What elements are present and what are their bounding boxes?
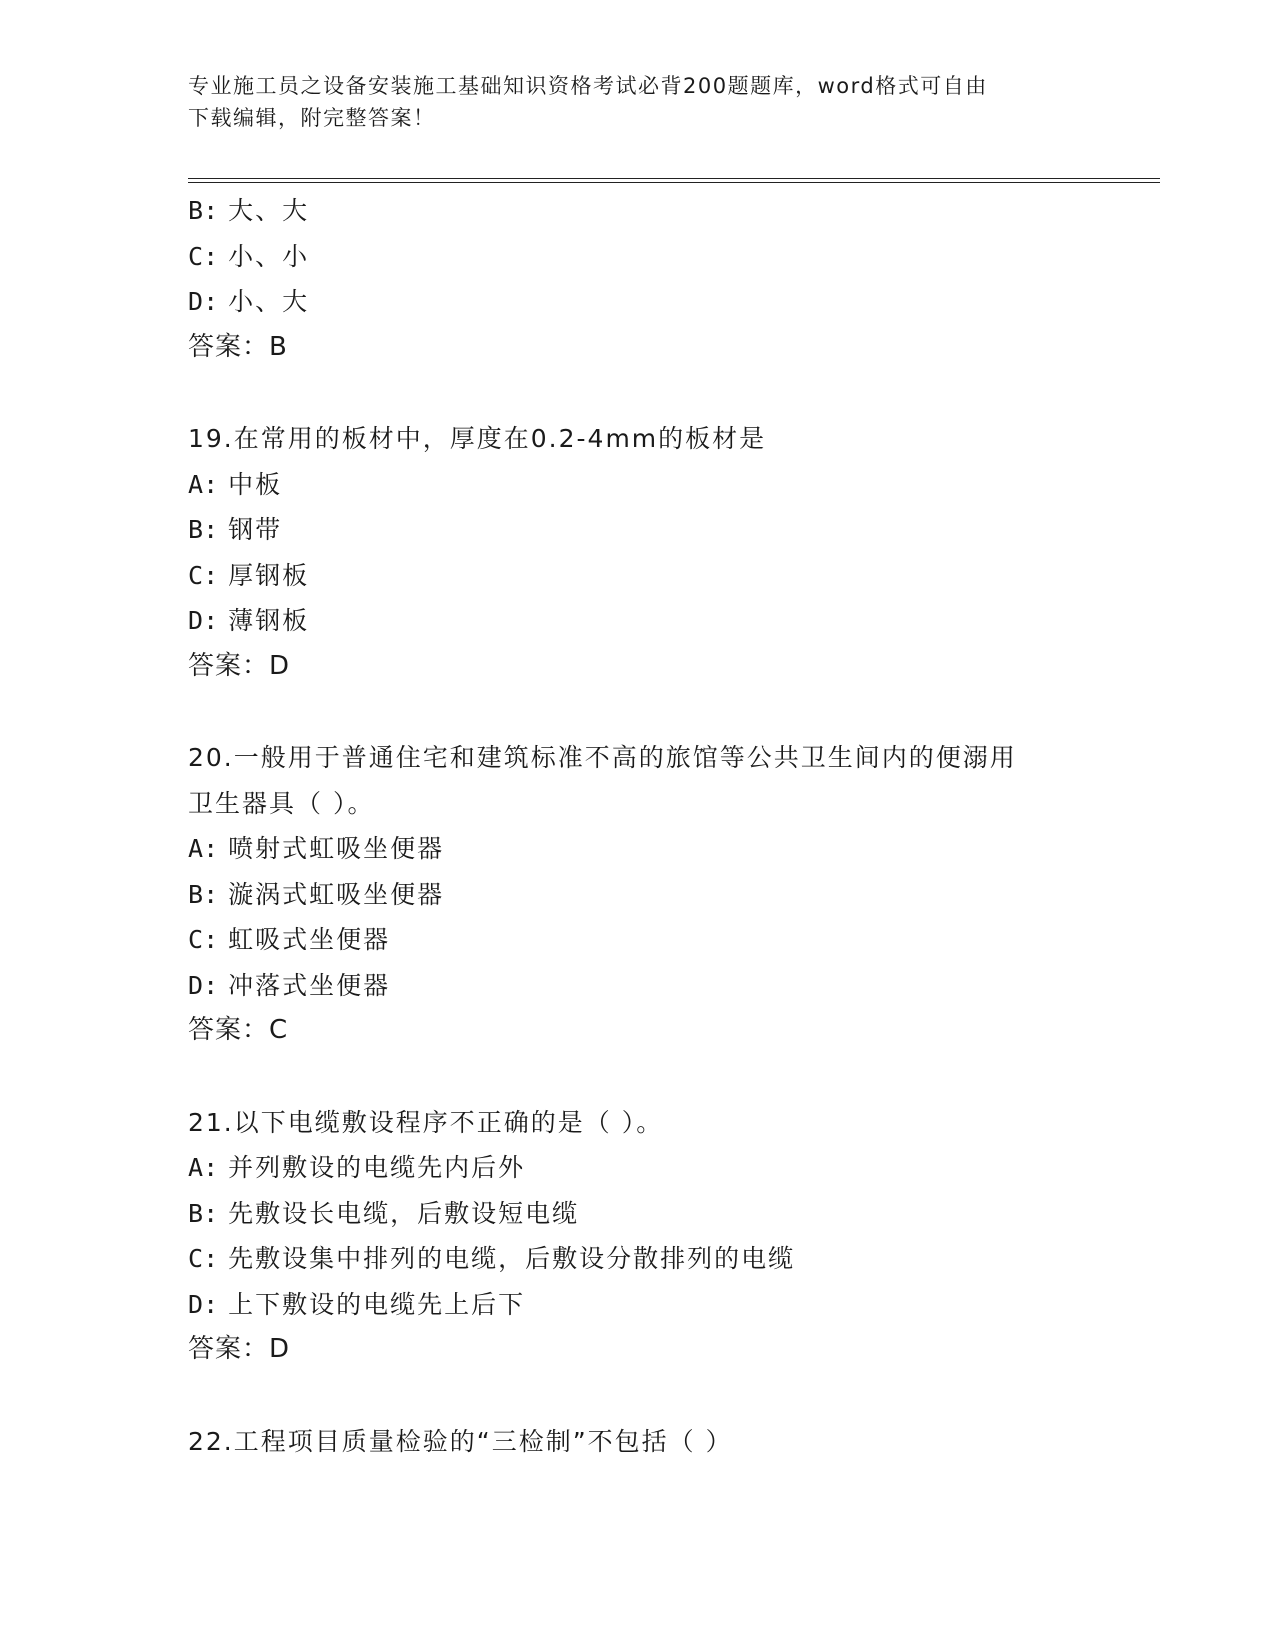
option-b	[188, 507, 1088, 553]
option-a	[188, 462, 1088, 508]
option-c	[188, 1236, 1088, 1282]
option-text: 薄钢板	[228, 606, 310, 635]
option-text: 小、大	[228, 287, 310, 316]
option-text: 虹吸式坐便器	[228, 925, 391, 954]
option-d	[188, 963, 1088, 1009]
answer-label: 答案：	[188, 650, 270, 681]
question-text: 以下电缆敷设程序不正确的是（ ）。	[233, 1107, 664, 1137]
answer-value: D	[269, 650, 291, 681]
option-text: 钢带	[228, 515, 283, 544]
option-key: B	[188, 1198, 204, 1228]
question-text: 在常用的板材中，厚度在0.2-4mm的板材是	[233, 424, 767, 453]
header-line-1: 专业施工员之设备安装施工基础知识资格考试必背200题题库，word格式可自由	[188, 74, 988, 98]
answer-line	[188, 1008, 1088, 1054]
option-b	[188, 1191, 1088, 1237]
question-list	[188, 188, 1088, 1464]
question-21	[188, 1100, 1088, 1373]
option-key: A	[188, 834, 204, 863]
question-number: 20.	[188, 743, 234, 772]
option-separator: :	[203, 241, 219, 271]
question-stem-continued	[188, 781, 1088, 827]
document-header	[188, 70, 1068, 134]
option-text: 厚钢板	[228, 560, 310, 590]
option-key: C	[188, 241, 204, 271]
question-stem	[188, 735, 1088, 781]
question-text: 一般用于普通住宅和建筑标准不高的旅馆等公共卫生间内的便溺用	[233, 743, 1017, 772]
question-stem	[188, 1419, 1088, 1465]
option-key: C	[188, 560, 204, 590]
question-stem	[188, 1100, 1088, 1146]
question-stem	[188, 416, 1088, 462]
option-key: B	[188, 196, 204, 225]
option-separator: :	[203, 1244, 219, 1273]
question-22	[188, 1419, 1088, 1465]
option-separator: :	[203, 287, 219, 316]
option-separator: :	[203, 515, 219, 544]
answer-label: 答案：	[188, 331, 270, 362]
option-separator: :	[203, 1289, 219, 1319]
question-number: 21.	[188, 1107, 234, 1137]
answer-line	[188, 325, 1088, 371]
spacer	[188, 370, 1088, 416]
option-d	[188, 279, 1088, 325]
option-text: 冲落式坐便器	[228, 970, 391, 1000]
option-key: B	[188, 515, 204, 544]
question-number: 19.	[188, 424, 234, 453]
spacer	[188, 1054, 1088, 1100]
header-divider-top	[188, 178, 1160, 179]
answer-value: D	[269, 1334, 291, 1364]
option-text: 中板	[228, 469, 283, 499]
option-separator: :	[203, 925, 219, 954]
option-key: C	[188, 1244, 204, 1273]
prev-question-options	[188, 188, 1088, 370]
question-19	[188, 416, 1088, 689]
option-text: 大、大	[228, 196, 310, 225]
option-key: D	[188, 287, 204, 316]
option-text: 上下敷设的电缆先上后下	[228, 1289, 526, 1319]
spacer	[188, 1373, 1088, 1419]
answer-label: 答案：	[188, 1334, 270, 1364]
option-separator: :	[203, 879, 219, 909]
option-c	[188, 553, 1088, 599]
option-text: 先敷设长电缆，后敷设短电缆	[228, 1198, 580, 1228]
option-b	[188, 188, 1088, 234]
question-text: 工程项目质量检验的“三检制”不包括（ ）	[233, 1426, 733, 1456]
question-number: 22.	[188, 1426, 234, 1456]
option-separator: :	[203, 1198, 219, 1228]
option-key: D	[188, 1289, 204, 1319]
option-key: D	[188, 970, 204, 1000]
option-d	[188, 598, 1088, 644]
question-20	[188, 735, 1088, 1054]
option-d	[188, 1282, 1088, 1328]
option-key: B	[188, 879, 204, 909]
header-divider-bottom	[188, 182, 1160, 183]
option-separator: :	[203, 560, 219, 590]
option-separator: :	[203, 196, 219, 225]
answer-line	[188, 644, 1088, 690]
option-b	[188, 872, 1088, 918]
option-separator: :	[203, 1153, 219, 1182]
option-c	[188, 234, 1088, 280]
option-a	[188, 1145, 1088, 1191]
option-separator: :	[203, 834, 219, 863]
answer-label: 答案：	[188, 1015, 270, 1045]
answer-value: B	[269, 331, 288, 362]
answer-value: C	[269, 1015, 289, 1045]
option-separator: :	[203, 970, 219, 1000]
option-text: 小、小	[228, 241, 310, 271]
question-text: 卫生器具（ ）。	[188, 788, 375, 818]
option-key: A	[188, 469, 204, 499]
option-text: 先敷设集中排列的电缆，后敷设分散排列的电缆	[228, 1244, 796, 1273]
option-text: 喷射式虹吸坐便器	[228, 834, 445, 863]
option-separator: :	[203, 606, 219, 635]
option-key: C	[188, 925, 204, 954]
answer-line	[188, 1327, 1088, 1373]
option-text: 漩涡式虹吸坐便器	[228, 879, 445, 909]
spacer	[188, 689, 1088, 735]
option-separator: :	[203, 469, 219, 499]
header-line-2: 下载编辑，附完整答案！	[188, 106, 436, 130]
option-key: A	[188, 1153, 204, 1182]
option-a	[188, 826, 1088, 872]
option-text: 并列敷设的电缆先内后外	[228, 1153, 526, 1182]
option-c	[188, 917, 1088, 963]
option-key: D	[188, 606, 204, 635]
